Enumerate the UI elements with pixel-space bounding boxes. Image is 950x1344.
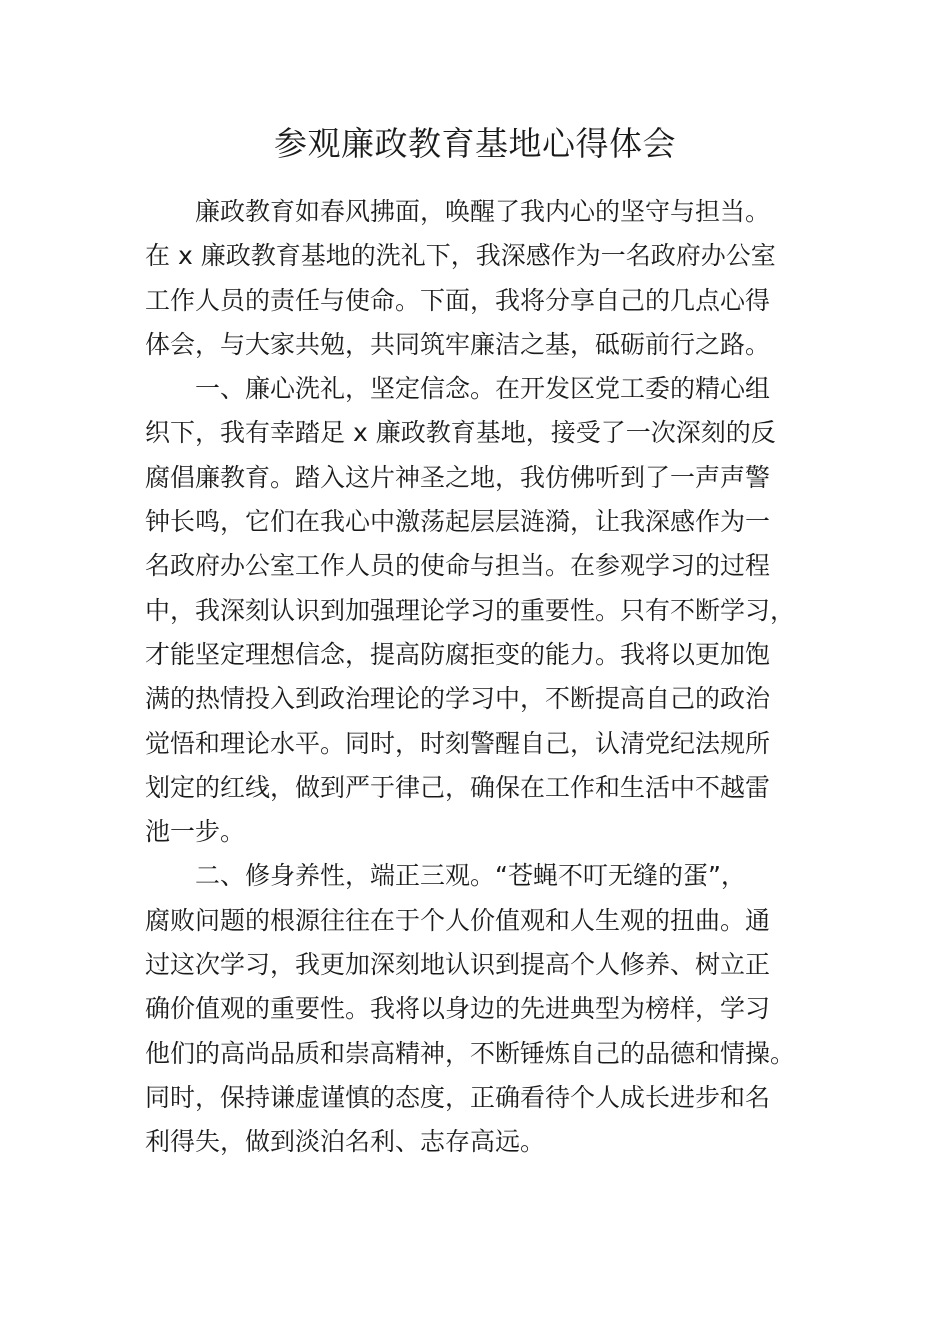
document-title: 参观廉政教育基地心得体会 [274,124,676,163]
paragraph-intro [145,190,807,367]
text-line: 中，我深刻认识到加强理论学习的重要性。只有不断学习， [145,595,796,625]
text-line: 二、修身养性，端正三观。“苍蝇不叮无缝的蛋”， [195,861,746,891]
text-line: 划定的红线，做到严于律己，确保在工作和生活中不越雷 [145,772,771,802]
text-line: 在 x 廉政教育基地的洗礼下，我深感作为一名政府办公室 [145,241,776,271]
document-body [145,190,807,1165]
paragraph-section-one [145,367,807,854]
text-line: 体会，与大家共勉，共同筑牢廉洁之基，砥砺前行之路。 [145,329,771,359]
text-line: 他们的高尚品质和崇高精神，不断锤炼自己的品德和情操。 [145,1038,796,1068]
text-line: 一、廉心洗礼，坚定信念。在开发区党工委的精心组 [195,374,771,404]
text-line: 织下，我有幸踏足 x 廉政教育基地，接受了一次深刻的反 [145,418,776,448]
text-line: 过这次学习，我更加深刻地认识到提高个人修养、树立正 [145,950,771,980]
text-line: 觉悟和理论水平。同时，时刻警醒自己，认清党纪法规所 [145,728,771,758]
text-line: 腐败问题的根源往往在于个人价值观和人生观的扭曲。通 [145,905,771,935]
text-line: 腐倡廉教育。踏入这片神圣之地，我仿佛听到了一声声警 [145,462,771,492]
text-line: 池一步。 [145,817,246,847]
text-line: 确价值观的重要性。我将以身边的先进典型为榜样，学习 [145,994,771,1024]
text-line: 利得失，做到淡泊名利、志存高远。 [145,1127,546,1157]
text-line: 名政府办公室工作人员的使命与担当。在参观学习的过程 [145,551,771,581]
text-line: 同时，保持谦虚谨慎的态度，正确看待个人成长进步和名 [145,1082,771,1112]
text-line: 工作人员的责任与使命。下面，我将分享自己的几点心得 [145,285,771,315]
paragraph-section-two [145,854,807,1164]
text-line: 才能坚定理想信念，提高防腐拒变的能力。我将以更加饱 [145,639,771,669]
text-line: 廉政教育如春风拂面，唤醒了我内心的坚守与担当。 [195,197,771,226]
text-line: 满的热情投入到政治理论的学习中，不断提高自己的政治 [145,684,771,714]
text-line: 钟长鸣，它们在我心中激荡起层层涟漪，让我深感作为一 [145,507,771,537]
